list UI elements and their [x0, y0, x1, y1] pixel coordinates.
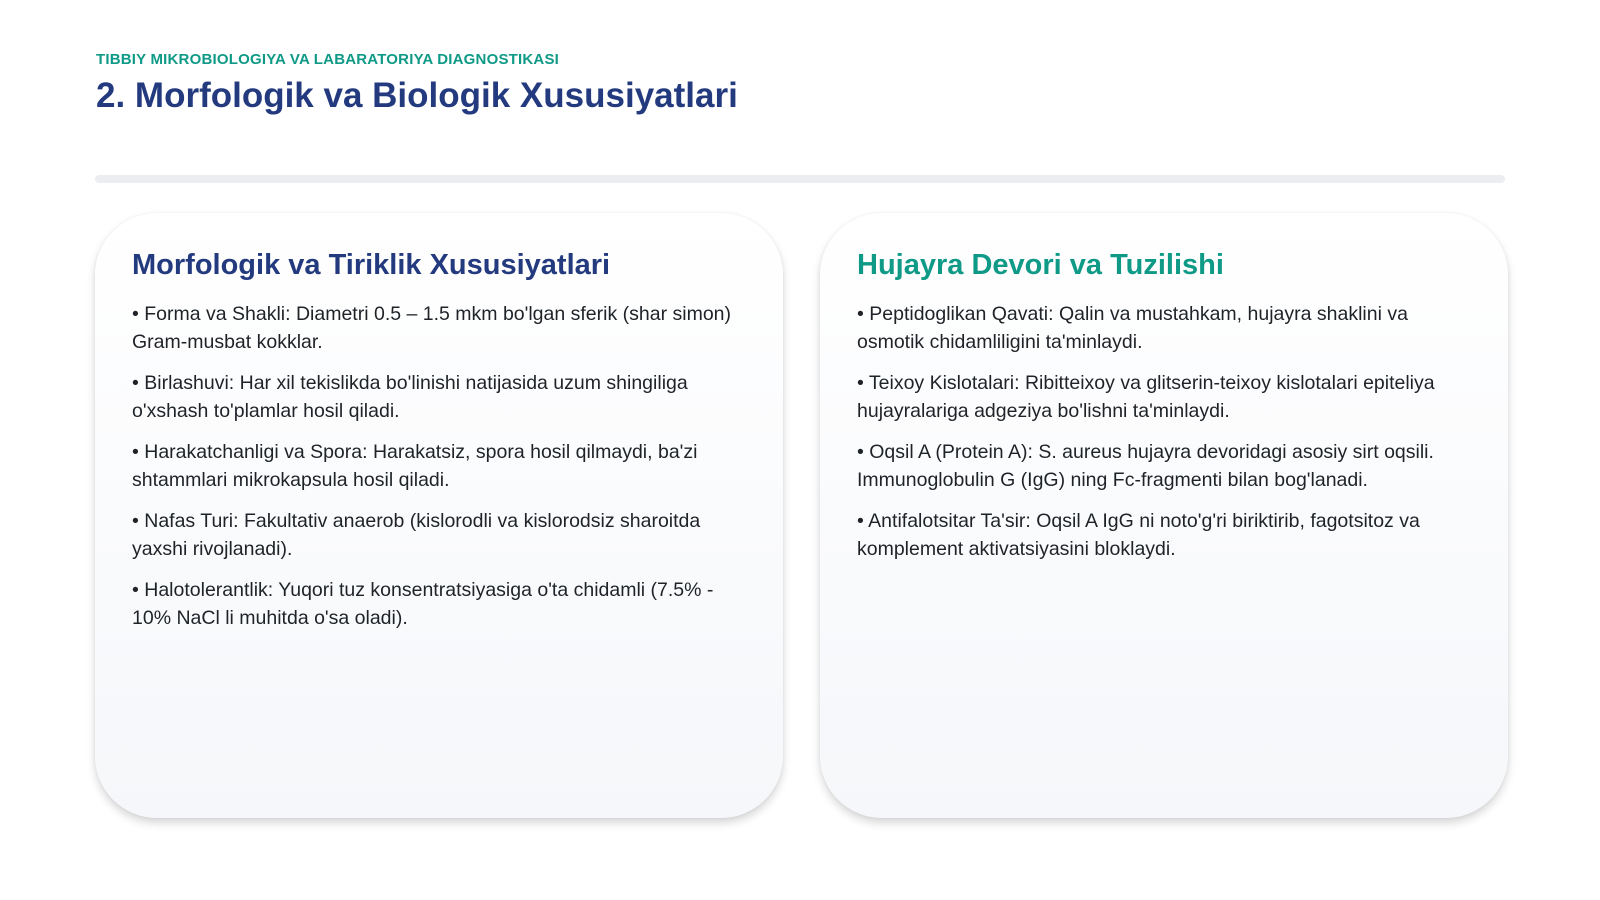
- list-item: • Birlashuvi: Har xil tekislikda bo'linishi natijasida uzum shingiliga o'xshash to'plamlar hosil qiladi.: [132, 372, 688, 422]
- list-item: • Peptidoglikan Qavati: Qalin va mustahkam, hujayra shaklini va osmotik chidamliligini ta'minlaydi.: [857, 303, 1408, 353]
- morphology-card: [95, 213, 783, 818]
- list-item: • Oqsil A (Protein A): S. aureus hujayra devoridagi asosiy sirt oqsili. Immunoglobulin G (IgG) ning Fc-fragmenti bilan bog'lanadi.: [857, 441, 1434, 491]
- list-item: • Nafas Turi: Fakultativ anaerob (kislorodli va kislorodsiz sharoitda yaxshi rivojlanadi).: [132, 510, 701, 560]
- list-item: • Teixoy Kislotalari: Ribitteixoy va glitserin-teixoy kislotalari epiteliya hujayralariga adgeziya bo'lishni ta'minlaydi.: [857, 372, 1435, 422]
- bullet-list: [857, 300, 1476, 563]
- list-item: • Forma va Shakli: Diametri 0.5 – 1.5 mkm bo'lgan sferik (shar simon) Gram-musbat kokklar.: [132, 303, 731, 353]
- list-item: • Halotolerantlik: Yuqori tuz konsentratsiyasiga o'ta chidamli (7.5% - 10% NaCl li muhitda o'sa oladi).: [132, 579, 714, 629]
- bullet-list: [132, 300, 751, 632]
- list-item: • Harakatchanligi va Spora: Harakatsiz, spora hosil qilmaydi, ba'zi shtammlari mikrokapsula hosil qiladi.: [132, 441, 698, 491]
- header-divider: [95, 175, 1505, 183]
- cell-wall-card: [820, 213, 1508, 818]
- card-title: Hujayra Devori va Tuzilishi: [857, 249, 1224, 281]
- card-title: Morfologik va Tiriklik Xususiyatlari: [132, 249, 611, 281]
- list-item: • Antifalotsitar Ta'sir: Oqsil A IgG ni noto'g'ri biriktirib, fagotsitoz va komplement aktivatsiyasini bloklaydi.: [857, 510, 1420, 560]
- page-title: 2. Morfologik va Biologik Xususiyatlari: [96, 76, 738, 115]
- slide-kicker: TIBBIY MIKROBIOLOGIYA VA LABARATORIYA DIAGNOSTIKASI: [96, 51, 560, 68]
